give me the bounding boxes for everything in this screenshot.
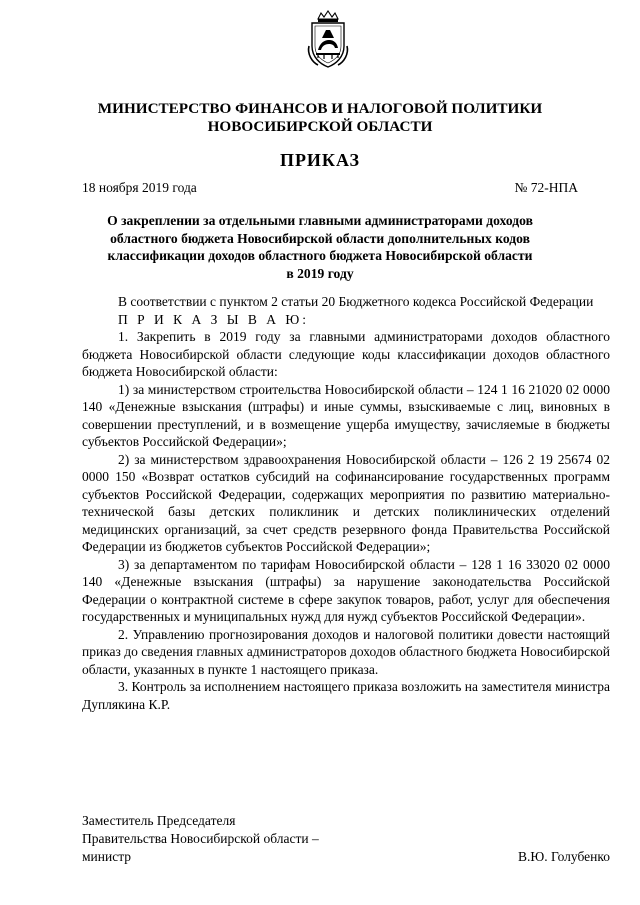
coat-of-arms-icon [304,10,352,70]
signatory-name: В.Ю. Голубенко [517,849,610,864]
subject-line-4: в 2019 году [286,265,354,281]
ministry-line-2: НОВОСИБИРСКОЙ ОБЛАСТИ [207,118,433,135]
item-3-paragraph: 3. Контроль за исполнением настоящего приказа возложить на заместителя министра Дуплякина К.Р. [82,679,610,712]
item-1-2-paragraph: 2) за министерством здравоохранения Новосибирской области – 126 2 19 25674 02 0000 150 «Возврат остатков субсидий на софинансирование государственных программ субъектов Российской Федерации, содержащих мероприятия по развитию материально-технической базы детских поликлиник и детских поликлинических отделений медицинских организаций, за счет средств резервного фонда Правительства Российской Федерации из бюджетов субъектов Российской Федерации»; [82,451,610,554]
subject-line-1: О закреплении за отдельными главными администраторами доходов [107,213,533,228]
signatory-title-line-1: Заместитель Председателя [82,813,236,828]
subject-line-3: классификации доходов областного бюджета Новосибирской области [107,248,533,263]
document-subject [80,212,560,282]
document-type-title: ПРИКАЗ [279,150,361,170]
signature-block [82,812,610,866]
signatory-title-line-3: министр [82,849,132,864]
item-1-3-paragraph: 3) за департаментом по тарифам Новосибирской области – 128 1 16 33020 02 0000 140 «Денежные взыскания (штрафы) за нарушение законодательства Российской Федерации о контрактной системе в сфере закупок товаров, работ, услуг для обеспечения государственных и муниципальных нужд для нужд субъектов Российской Федерации». [82,556,610,624]
item-2-paragraph: 2. Управлению прогнозирования доходов и налоговой политики довести настоящий приказ до сведения главных администраторов доходов областного бюджета Новосибирской области, указанных в пункте 1 настоящего приказа. [82,626,610,677]
document-number: № 72-НПА [514,180,578,195]
signatory-title-line-2: Правительства Новосибирской области – [82,831,319,846]
subject-line-2: областного бюджета Новосибирской области дополнительных кодов [110,230,530,246]
ministry-name [60,100,580,136]
document-body [82,293,610,713]
ministry-line-1: МИНИСТЕРСТВО ФИНАНСОВ И НАЛОГОВОЙ ПОЛИТИКИ [97,100,543,117]
preamble-paragraph: В соответствии с пунктом 2 статьи 20 Бюджетного кодекса Российской Федерации [118,294,594,309]
document-date: 18 ноября 2019 года [82,180,197,195]
order-word: П Р И К А З Ы В А Ю: [118,311,310,327]
item-1-1-paragraph: 1) за министерством строительства Новосибирской области – 124 1 16 21020 02 0000 140 «Денежные взыскания (штрафы) и иные суммы, взыскиваемые с лиц, виновных в совершении преступлений, и в возмещение ущерба имуществу, зачисляемые в бюджеты субъектов Российской Федерации»; [82,381,610,449]
item-1-paragraph: 1. Закрепить в 2019 году за главными администраторами доходов областного бюджета Новосибирской области следующие коды классификации доходов областного бюджета Новосибирской области: [82,329,610,379]
